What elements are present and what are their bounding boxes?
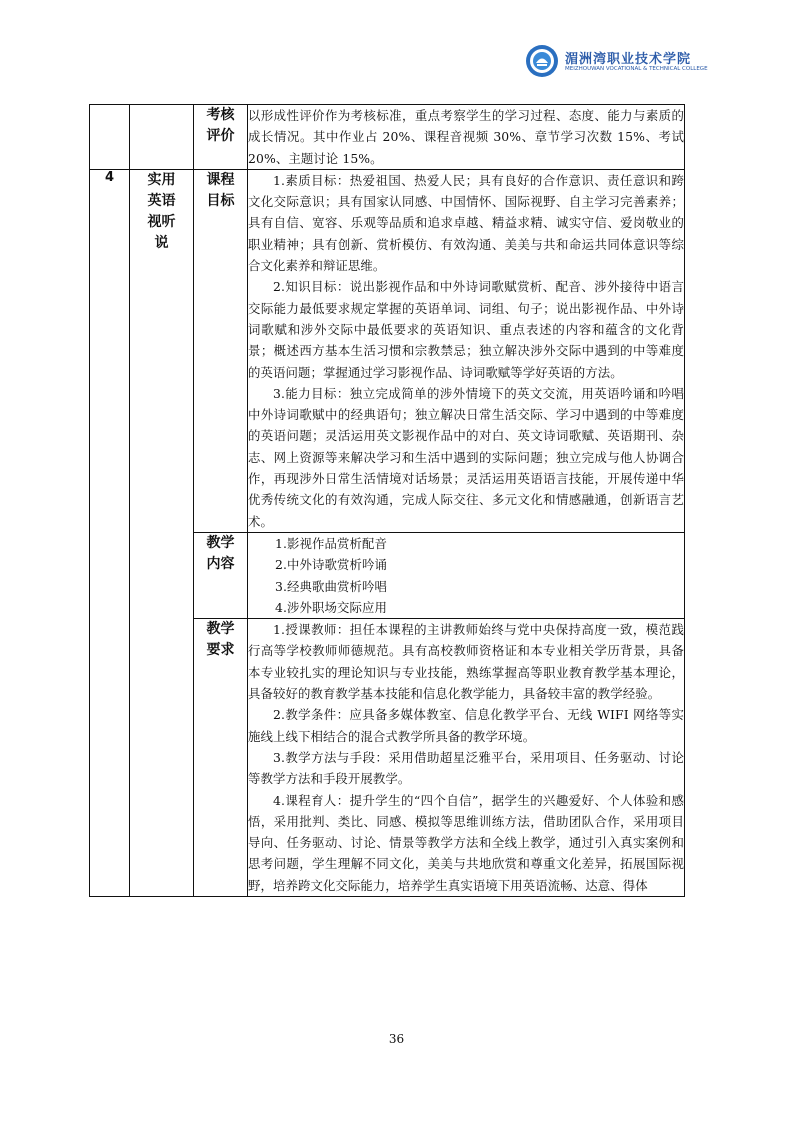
course-table — [89, 104, 685, 897]
list-item: 1.影视作品赏析配音 — [275, 535, 387, 551]
list-item: 2.中外诗歌赏析吟诵 — [275, 557, 387, 573]
course-name-line: 实用 — [147, 171, 176, 188]
goals-content — [248, 169, 685, 532]
goals-row — [90, 169, 685, 532]
course-name — [130, 169, 194, 896]
list-item: 4.涉外职场交际应用 — [275, 599, 387, 615]
goals-label: 课程 目标 — [194, 169, 248, 532]
course-name-line: 说 — [154, 234, 169, 251]
name-cell-empty — [130, 105, 194, 170]
content-label: 教学 内容 — [194, 532, 248, 618]
requirement-paragraph: 4.课程育人：提升学生的“四个自信”，据学生的兴趣爱好、个人体验和感悟，采用批判、类比、同感、模拟等思维训练方法，借助团队合作，采用项目导向、任务驱动、讨论、情景等教学方法和全线上教学，通过引入真实案例和思考问题，学生理解不同文化，美美与共地欣赏和尊重文化差异，拓展国际视野，培养跨文化交际能力，培养学生真实语境下用英语流畅、达意、得体 — [248, 792, 684, 893]
requirements-content — [248, 619, 685, 897]
college-name-en: MEIZHOUWAN VOCATIONAL & TECHNICAL COLLEGE — [565, 66, 708, 72]
goal-paragraph: 2.知识目标：说出影视作品和中外诗词歌赋赏析、配音、涉外接待中语言交际能力最低要求规定掌握的英语单词、词组、句子；说出影视作品、中外诗词歌赋和涉外交际中最低要求的英语知识、重点表述的内容和蕴含的文化背景；概述西方基本生活习惯和宗教禁忌；独立解决涉外交际中遇到的中等难度的英语问题；掌握通过学习影视作品、诗词歌赋等学好英语的方法。 — [248, 279, 684, 380]
course-name-line: 视听 — [147, 213, 176, 230]
assessment-label: 考核 评价 — [194, 105, 248, 170]
college-logo — [525, 44, 708, 80]
page-number: 36 — [388, 1032, 405, 1046]
requirements-label: 教学 要求 — [194, 619, 248, 897]
content-list — [248, 532, 685, 618]
college-emblem-icon — [525, 44, 559, 78]
goal-paragraph: 3.能力目标：独立完成简单的涉外情境下的英文交流，用英语吟诵和吟唱中外诗词歌赋中的经典语句；独立解决日常生活交际、学习中遇到的中等难度的英语问题；灵活运用英文影视作品中的对白、英文诗词歌赋、英语期刊、杂志、网上资源等来解决学习和生活中遇到的实际问题；独立完成与他人协调合作，再现涉外日常生活情境对话场景；灵活运用英语语言技能，开展传递中华优秀传统文化的有效沟通，完成人际交往、多元文化和情感融通，创新语言艺术。 — [248, 385, 684, 529]
assessment-row — [90, 105, 685, 170]
number-cell-empty — [90, 105, 130, 170]
course-name-line: 英语 — [147, 192, 176, 209]
course-number: 4 — [90, 169, 130, 896]
requirement-paragraph: 3.教学方法与手段：采用借助超星泛雅平台，采用项目、任务驱动、讨论等教学方法和手段开展教学。 — [248, 749, 684, 787]
assessment-text: 以形成性评价作为考核标准，重点考察学生的学习过程、态度、能力与素质的成长情况。其中作业占 20%、课程音视频 30%、章节学习次数 15%、考试 20%、主题讨论 15%。 — [248, 105, 685, 170]
requirement-paragraph: 2.教学条件：应具备多媒体教室、信息化教学平台、无线 WIFI 网络等实施线上线下相结合的混合式教学所具备的教学环境。 — [248, 707, 684, 744]
list-item: 3.经典歌曲赏析吟唱 — [275, 578, 387, 594]
requirement-paragraph: 1.授课教师：担任本课程的主讲教师始终与党中央保持高度一致，模范践行高等学校教师师德规范。具有高校教师资格证和本专业相关学历背景，具备本专业较扎实的理论知识与专业技能，熟练掌握高等职业教育教学基本理论，具备较好的教育教学基本技能和信息化教学能力，具备较丰富的教学经验。 — [248, 622, 684, 702]
goal-paragraph: 1.素质目标：热爱祖国、热爱人民；具有良好的合作意识、责任意识和跨文化交际意识；具有国家认同感、中国情怀、国际视野、自主学习完善素养；具有自信、宽容、乐观等品质和追求卓越、精益求精、诚实守信、爱岗敬业的职业精神；具有创新、赏析模仿、有效沟通、美美与共和命运共同体意识等综合文化素养和辩证思维。 — [248, 172, 684, 274]
college-name-cn: 湄洲湾职业技术学院 — [565, 52, 692, 67]
